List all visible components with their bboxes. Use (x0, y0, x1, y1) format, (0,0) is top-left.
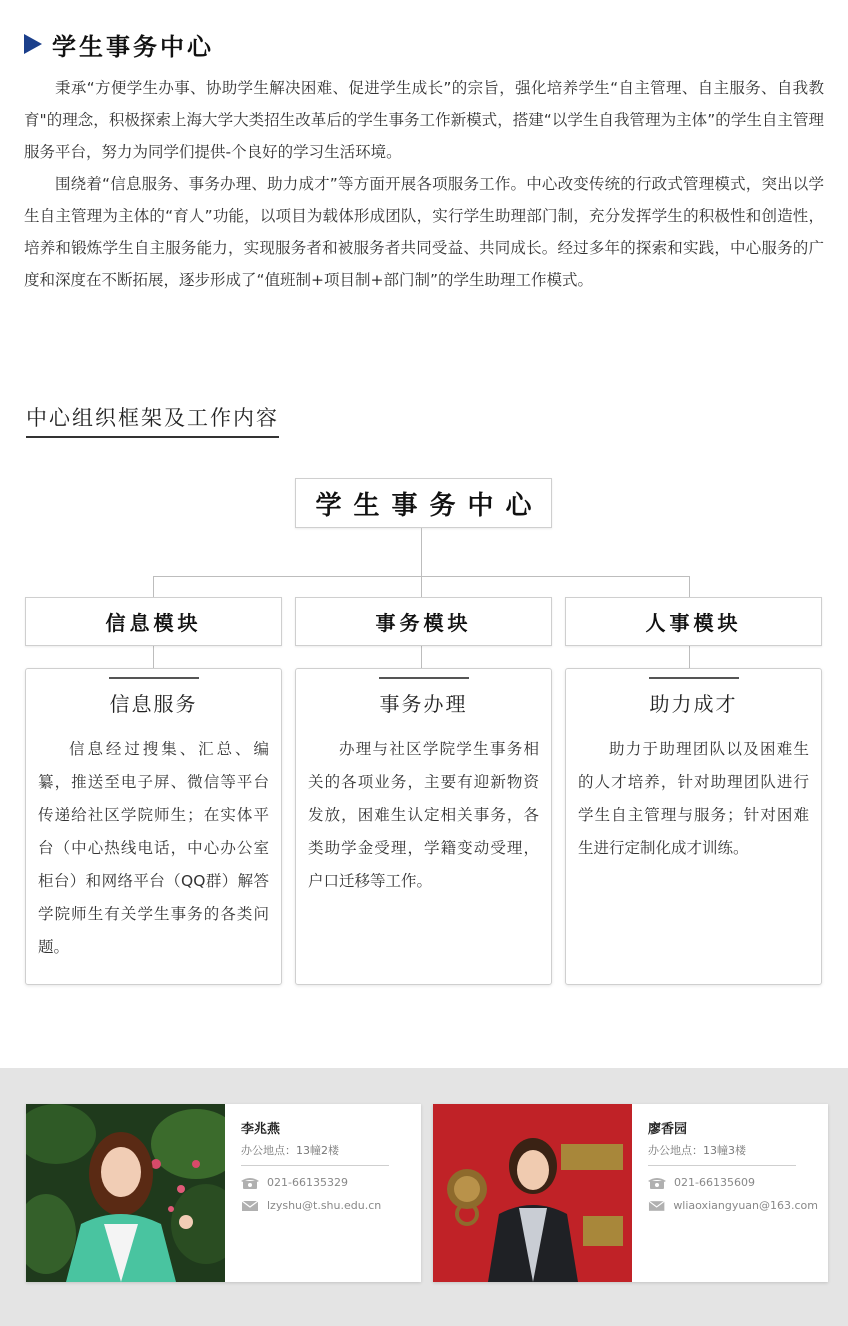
contact-divider (241, 1165, 389, 1166)
email-icon (648, 1200, 665, 1212)
contact-email-row (241, 1199, 411, 1212)
avatar-photo-1 (26, 1104, 225, 1282)
contact-phone-row (648, 1176, 818, 1189)
contact-office: 办公地点：13幢2楼 (241, 1144, 339, 1157)
intro-text (24, 72, 824, 296)
connector-horizontal (153, 576, 690, 577)
connector-module-card-2 (421, 646, 422, 668)
contact-office: 办公地点：13幢3楼 (648, 1144, 746, 1157)
connector-left-down (153, 576, 154, 597)
avatar-photo-2 (433, 1104, 632, 1282)
connector-module-card-1 (153, 646, 154, 668)
card-title: 助力成才 (649, 692, 738, 716)
contact-name: 李兆燕 (241, 1122, 281, 1137)
contact-email-row (648, 1199, 818, 1212)
intro-paragraph-1: 秉承“方便学生办事、协助学生解决困难、促进学生成长”的宗旨，强化培养学生“自主管理、自主服务、自我教育"的理念，积极探索上海大学大类招生改革后的学生事务工作新模式，搭建“以学生自我管理为主体”的学生自主管理服务平台，努力为同学们提供-个良好的学习生活环境。 (24, 79, 824, 161)
page-title-text: 学生事务中心 (52, 32, 214, 61)
phone-icon (241, 1177, 259, 1189)
contact-email[interactable]: lzyshu@t.shu.edu.cn (267, 1199, 382, 1212)
card-body: 办理与社区学院学生事务相关的各项业务，主要有迎新物资发放，困难生认定相关事务，各类助学金受理，学籍变动受理，户口迁移等工作。 (308, 740, 539, 890)
triangle-right-icon (24, 34, 42, 54)
page-title (24, 28, 214, 60)
intro-paragraph-2: 围绕着“信息服务、事务办理、助力成才”等方面开展各项服务工作。中心改变传统的行政式管理模式，突出以学生自主管理为主体的“育人”功能，以项目为载体形成团队，实行学生助理部门制，充分发挥学生的积极性和创造性，培养和锻炼学生自主服务能力，实现服务者和被服务者共同受益、共同成长。经过多年的探索和实践，中心服务的广度和深度在不断拓展，逐步形成了“值班制+项目制+部门制”的学生助理工作模式。 (24, 175, 824, 289)
contact-phone-row (241, 1176, 411, 1189)
contact-phone[interactable]: 021-66135609 (674, 1176, 755, 1189)
connector-module-card-3 (689, 646, 690, 668)
card-divider (649, 677, 739, 679)
contact-name: 廖香园 (648, 1122, 688, 1137)
card-affairs-handling (295, 668, 552, 985)
contact-phone[interactable]: 021-66135329 (267, 1176, 348, 1189)
org-section-heading: 中心组织框架及工作内容 (26, 402, 279, 438)
contact-info (241, 1118, 411, 1212)
avatar (433, 1104, 632, 1282)
module-info: 信息模块 (25, 597, 282, 646)
contact-card-2 (433, 1104, 828, 1282)
card-title: 信息服务 (109, 692, 198, 716)
card-talent-support (565, 668, 822, 985)
contact-card-1 (26, 1104, 421, 1282)
email-icon (241, 1200, 259, 1212)
org-root-box: 学生事务中心 (295, 478, 552, 528)
card-divider (379, 677, 469, 679)
card-title: 事务办理 (379, 692, 468, 716)
card-info-service (25, 668, 282, 985)
card-divider (109, 677, 199, 679)
card-body: 信息经过搜集、汇总、编纂，推送至电子屏、微信等平台传递给社区学院师生；在实体平台（中心热线电话，中心办公室柜台）和网络平台（QQ群）解答学院师生有关学生事务的各类问题。 (38, 740, 269, 956)
connector-right-down (689, 576, 690, 597)
card-body: 助力于助理团队以及困难生的人才培养，针对助理团队进行学生自主管理与服务；针对困难生进行定制化成才训练。 (578, 740, 809, 857)
module-affairs: 事务模块 (295, 597, 552, 646)
contact-info (648, 1118, 818, 1212)
contact-email[interactable]: wliaoxiangyuan@163.com (673, 1199, 818, 1212)
module-personnel: 人事模块 (565, 597, 822, 646)
phone-icon (648, 1177, 666, 1189)
contact-divider (648, 1165, 796, 1166)
avatar (26, 1104, 225, 1282)
connector-root-down (421, 528, 422, 597)
